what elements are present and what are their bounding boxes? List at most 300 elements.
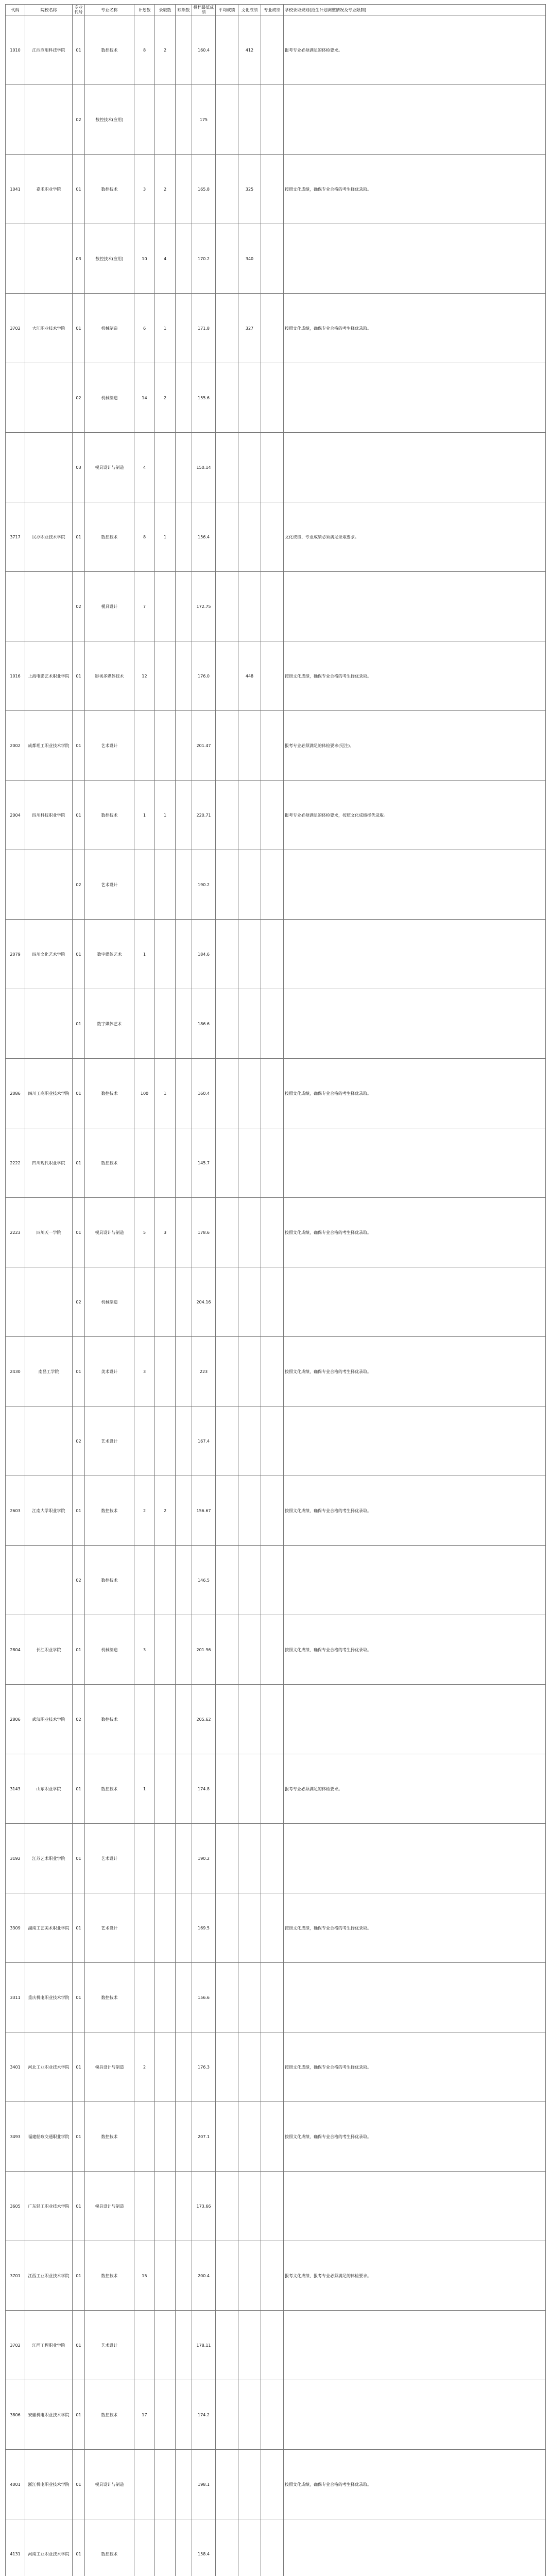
table-cell-plan: 2 bbox=[134, 2032, 155, 2102]
table-cell-culture bbox=[238, 2032, 261, 2102]
table-cell-school: 广东轻工职业技术学院 bbox=[25, 2172, 73, 2241]
table-cell-plan: 3 bbox=[134, 1337, 155, 1406]
table-cell-school: 河北工业职业技术学院 bbox=[25, 2032, 73, 2102]
table-cell-plan bbox=[134, 1267, 155, 1337]
table-cell-mcode: 01 bbox=[73, 1615, 85, 1685]
table-cell-avg bbox=[216, 850, 238, 920]
table-cell-school: 浙江机电职业技术学院 bbox=[25, 2450, 73, 2519]
table-cell-avg bbox=[216, 989, 238, 1059]
header-major-name: 专业名称 bbox=[85, 5, 134, 15]
table-cell-actual bbox=[155, 2519, 176, 2576]
table-cell-plan bbox=[134, 1546, 155, 1615]
table-cell-note bbox=[284, 1546, 546, 1615]
table-cell-code: 3311 bbox=[6, 1963, 25, 2032]
table-cell-avg bbox=[216, 711, 238, 781]
table-cell-mcode: 01 bbox=[73, 2519, 85, 2576]
table-cell-major: 模具设计与制造 bbox=[85, 2450, 134, 2519]
table-cell-major: 数控技术 bbox=[85, 1963, 134, 2032]
table-cell-mcode: 01 bbox=[73, 15, 85, 85]
table-cell-actual bbox=[155, 641, 176, 711]
table-cell-gap bbox=[176, 2519, 192, 2576]
table-row bbox=[6, 155, 546, 224]
table-cell-gap bbox=[176, 641, 192, 711]
table-cell-min: 201.96 bbox=[192, 1615, 216, 1685]
table-cell-major: 数字媒体艺术 bbox=[85, 920, 134, 989]
table-cell-school: 江西工业职业技术学院 bbox=[25, 2241, 73, 2311]
table-cell-plan bbox=[134, 989, 155, 1059]
table-cell-culture bbox=[238, 1406, 261, 1476]
table-cell-culture bbox=[238, 1267, 261, 1337]
table-cell-actual bbox=[155, 572, 176, 641]
table-cell-code bbox=[6, 989, 25, 1059]
table-cell-gap bbox=[176, 781, 192, 850]
table-cell-gap bbox=[176, 1198, 192, 1267]
table-cell-skill bbox=[261, 15, 284, 85]
table-cell-avg bbox=[216, 1337, 238, 1406]
table-cell-skill bbox=[261, 2380, 284, 2450]
table-cell-major: 美术设计 bbox=[85, 1337, 134, 1406]
table-cell-gap bbox=[176, 1615, 192, 1685]
table-cell-school bbox=[25, 85, 73, 155]
table-cell-note bbox=[284, 1267, 546, 1337]
table-cell-code: 2002 bbox=[6, 711, 25, 781]
table-cell-min: 156.6 bbox=[192, 1963, 216, 2032]
table-cell-skill bbox=[261, 85, 284, 155]
table-cell-code: 2806 bbox=[6, 1685, 25, 1754]
table-cell-code bbox=[6, 1267, 25, 1337]
table-row bbox=[6, 850, 546, 920]
table-cell-note bbox=[284, 363, 546, 433]
table-cell-avg bbox=[216, 1963, 238, 2032]
table-cell-min: 176.0 bbox=[192, 641, 216, 711]
table-cell-actual bbox=[155, 1267, 176, 1337]
header-skill: 专业成绩 bbox=[261, 5, 284, 15]
table-row bbox=[6, 2102, 546, 2172]
table-cell-actual: 1 bbox=[155, 294, 176, 363]
table-cell-note bbox=[284, 1685, 546, 1754]
table-cell-note bbox=[284, 85, 546, 155]
table-cell-mcode: 01 bbox=[73, 155, 85, 224]
table-row bbox=[6, 363, 546, 433]
table-cell-mcode: 01 bbox=[73, 781, 85, 850]
table-cell-avg bbox=[216, 1893, 238, 1963]
table-cell-min: 175 bbox=[192, 85, 216, 155]
table-cell-mcode: 01 bbox=[73, 1337, 85, 1406]
table-cell-school: 江西应用科技学院 bbox=[25, 15, 73, 85]
table-cell-culture bbox=[238, 1754, 261, 1824]
table-cell-avg bbox=[216, 1476, 238, 1546]
table-cell-skill bbox=[261, 781, 284, 850]
table-cell-school bbox=[25, 1406, 73, 1476]
table-cell-culture bbox=[238, 2311, 261, 2380]
table-cell-code: 3702 bbox=[6, 2311, 25, 2380]
table-cell-avg bbox=[216, 2102, 238, 2172]
table-cell-plan bbox=[134, 2102, 155, 2172]
table-cell-code: 2079 bbox=[6, 920, 25, 989]
table-cell-culture bbox=[238, 1128, 261, 1198]
table-cell-actual bbox=[155, 1824, 176, 1893]
table-cell-gap bbox=[176, 1963, 192, 2032]
table-cell-note: 按照文化成绩，确保专业合格的考生择优录取。 bbox=[284, 1198, 546, 1267]
table-cell-gap bbox=[176, 1754, 192, 1824]
table-cell-gap bbox=[176, 711, 192, 781]
table-cell-school: 山东职业学院 bbox=[25, 1754, 73, 1824]
table-cell-mcode: 02 bbox=[73, 1685, 85, 1754]
table-row bbox=[6, 1198, 546, 1267]
table-cell-culture bbox=[238, 1893, 261, 1963]
table-cell-culture bbox=[238, 572, 261, 641]
table-cell-mcode: 01 bbox=[73, 1963, 85, 2032]
table-cell-plan: 3 bbox=[134, 1615, 155, 1685]
table-cell-plan: 6 bbox=[134, 294, 155, 363]
table-cell-min: 174.2 bbox=[192, 2380, 216, 2450]
table-cell-gap bbox=[176, 1893, 192, 1963]
table-cell-skill bbox=[261, 1963, 284, 2032]
table-cell-plan: 17 bbox=[134, 2380, 155, 2450]
table-cell-school bbox=[25, 224, 73, 294]
table-cell-actual bbox=[155, 1546, 176, 1615]
table-cell-actual bbox=[155, 1754, 176, 1824]
table-cell-min: 146.5 bbox=[192, 1546, 216, 1615]
table-cell-major: 数控技术 bbox=[85, 502, 134, 572]
table-cell-gap bbox=[176, 433, 192, 502]
table-cell-culture bbox=[238, 433, 261, 502]
table-cell-avg bbox=[216, 2311, 238, 2380]
table-cell-gap bbox=[176, 2241, 192, 2311]
table-cell-mcode: 01 bbox=[73, 2241, 85, 2311]
table-cell-major: 机械制造 bbox=[85, 363, 134, 433]
table-cell-code bbox=[6, 1406, 25, 1476]
table-cell-school: 福建船政交通职业学院 bbox=[25, 2102, 73, 2172]
table-cell-note bbox=[284, 1406, 546, 1476]
table-cell-avg bbox=[216, 85, 238, 155]
table-cell-actual: 4 bbox=[155, 224, 176, 294]
table-cell-gap bbox=[176, 294, 192, 363]
table-cell-major: 模具设计与制造 bbox=[85, 1198, 134, 1267]
table-cell-skill bbox=[261, 1754, 284, 1824]
table-cell-min: 186.6 bbox=[192, 989, 216, 1059]
table-cell-major: 机械制造 bbox=[85, 1267, 134, 1337]
table-cell-code bbox=[6, 85, 25, 155]
table-cell-note: 按照文化成绩，确保专业合格的考生择优录取。 bbox=[284, 1476, 546, 1546]
table-cell-mcode: 02 bbox=[73, 1546, 85, 1615]
table-cell-skill bbox=[261, 2450, 284, 2519]
table-cell-code: 4131 bbox=[6, 2519, 25, 2576]
table-cell-min: 171.8 bbox=[192, 294, 216, 363]
table-cell-plan bbox=[134, 1963, 155, 2032]
table-cell-school: 四川工商职业技术学院 bbox=[25, 1059, 73, 1128]
table-cell-major: 数控技术(应用) bbox=[85, 224, 134, 294]
table-cell-major: 数控技术 bbox=[85, 2380, 134, 2450]
table-cell-school: 重庆机电职业技术学院 bbox=[25, 1963, 73, 2032]
table-cell-plan bbox=[134, 1406, 155, 1476]
table-cell-major: 数控技术 bbox=[85, 2102, 134, 2172]
table-row bbox=[6, 781, 546, 850]
table-cell-min: 172.75 bbox=[192, 572, 216, 641]
table-cell-major: 艺术设计 bbox=[85, 1824, 134, 1893]
table-cell-min: 178.6 bbox=[192, 1198, 216, 1267]
table-cell-note bbox=[284, 2519, 546, 2576]
table-cell-code: 3702 bbox=[6, 294, 25, 363]
table-cell-code: 4001 bbox=[6, 2450, 25, 2519]
table-cell-skill bbox=[261, 2311, 284, 2380]
table-row bbox=[6, 1337, 546, 1406]
header-major-code: 专业代号 bbox=[73, 5, 85, 15]
table-row bbox=[6, 2311, 546, 2380]
table-cell-major: 模具设计与制造 bbox=[85, 433, 134, 502]
table-cell-skill bbox=[261, 1824, 284, 1893]
table-cell-mcode: 01 bbox=[73, 1754, 85, 1824]
table-cell-mcode: 01 bbox=[73, 2172, 85, 2241]
table-cell-school: 湖南工艺美术职业学院 bbox=[25, 1893, 73, 1963]
table-cell-avg bbox=[216, 920, 238, 989]
table-row bbox=[6, 920, 546, 989]
table-cell-actual: 1 bbox=[155, 1059, 176, 1128]
table-cell-plan bbox=[134, 1685, 155, 1754]
table-cell-code: 2086 bbox=[6, 1059, 25, 1128]
table-cell-code: 3806 bbox=[6, 2380, 25, 2450]
table-cell-gap bbox=[176, 85, 192, 155]
table-cell-mcode: 01 bbox=[73, 2032, 85, 2102]
table-cell-code: 1016 bbox=[6, 641, 25, 711]
table-cell-avg bbox=[216, 1615, 238, 1685]
table-cell-avg bbox=[216, 781, 238, 850]
table-cell-actual bbox=[155, 2102, 176, 2172]
table-cell-skill bbox=[261, 1893, 284, 1963]
table-cell-min: 190.2 bbox=[192, 850, 216, 920]
table-row bbox=[6, 1754, 546, 1824]
table-row bbox=[6, 572, 546, 641]
table-cell-note bbox=[284, 989, 546, 1059]
table-cell-actual bbox=[155, 1685, 176, 1754]
table-cell-culture bbox=[238, 920, 261, 989]
table-cell-major: 艺术设计 bbox=[85, 850, 134, 920]
table-cell-min: 158.4 bbox=[192, 2519, 216, 2576]
table-cell-avg bbox=[216, 1198, 238, 1267]
table-cell-skill bbox=[261, 224, 284, 294]
table-cell-note bbox=[284, 433, 546, 502]
table-cell-note bbox=[284, 1963, 546, 2032]
table-cell-min: 223 bbox=[192, 1337, 216, 1406]
table-cell-min: 200.4 bbox=[192, 2241, 216, 2311]
table-cell-code bbox=[6, 224, 25, 294]
table-row bbox=[6, 1615, 546, 1685]
table-row bbox=[6, 1685, 546, 1754]
table-cell-major: 数控技术 bbox=[85, 2241, 134, 2311]
table-row bbox=[6, 2241, 546, 2311]
header-actual: 录取数 bbox=[155, 5, 176, 15]
table-cell-note: 按照文化成绩，确保专业合格的考生择优录取。 bbox=[284, 2102, 546, 2172]
table-cell-mcode: 01 bbox=[73, 1059, 85, 1128]
table-cell-major: 艺术设计 bbox=[85, 711, 134, 781]
table-cell-plan: 4 bbox=[134, 433, 155, 502]
table-cell-code: 1041 bbox=[6, 155, 25, 224]
table-cell-min: 184.6 bbox=[192, 920, 216, 989]
table-cell-actual bbox=[155, 920, 176, 989]
table-cell-gap bbox=[176, 1546, 192, 1615]
table-cell-min: 165.8 bbox=[192, 155, 216, 224]
table-cell-school: 河南工业职业技术学院 bbox=[25, 2519, 73, 2576]
table-cell-note: 按照文化成绩，确保专业合格的考生择优录取。 bbox=[284, 641, 546, 711]
header-culture: 文化成绩 bbox=[238, 5, 261, 15]
table-cell-culture bbox=[238, 2450, 261, 2519]
table-cell-school: 四川文化艺术学院 bbox=[25, 920, 73, 989]
table-cell-actual: 1 bbox=[155, 781, 176, 850]
table-cell-culture bbox=[238, 1824, 261, 1893]
table-cell-culture bbox=[238, 1059, 261, 1128]
table-cell-min: 150.14 bbox=[192, 433, 216, 502]
table-cell-note bbox=[284, 224, 546, 294]
table-cell-mcode: 01 bbox=[73, 989, 85, 1059]
table-row bbox=[6, 1267, 546, 1337]
table-cell-school bbox=[25, 363, 73, 433]
table-cell-mcode: 01 bbox=[73, 294, 85, 363]
table-cell-note: 报考专业必须满足的体检要求(见注)。 bbox=[284, 711, 546, 781]
table-cell-actual bbox=[155, 850, 176, 920]
table-cell-culture bbox=[238, 1337, 261, 1406]
table-cell-gap bbox=[176, 1337, 192, 1406]
table-cell-gap bbox=[176, 572, 192, 641]
table-cell-gap bbox=[176, 2450, 192, 2519]
table-cell-plan bbox=[134, 1893, 155, 1963]
table-cell-actual bbox=[155, 989, 176, 1059]
table-cell-note bbox=[284, 1824, 546, 1893]
table-cell-actual: 3 bbox=[155, 1198, 176, 1267]
table-cell-skill bbox=[261, 433, 284, 502]
table-cell-skill bbox=[261, 711, 284, 781]
table-cell-min: 190.2 bbox=[192, 1824, 216, 1893]
table-cell-culture bbox=[238, 502, 261, 572]
table-cell-school: 上海电影艺术职业学院 bbox=[25, 641, 73, 711]
table-cell-gap bbox=[176, 1128, 192, 1198]
table-cell-school: 长江职业学院 bbox=[25, 1615, 73, 1685]
table-cell-actual: 2 bbox=[155, 155, 176, 224]
table-row bbox=[6, 2380, 546, 2450]
table-cell-major: 机械制造 bbox=[85, 294, 134, 363]
table-row bbox=[6, 1128, 546, 1198]
table-cell-mcode: 03 bbox=[73, 224, 85, 294]
table-cell-culture bbox=[238, 85, 261, 155]
table-cell-gap bbox=[176, 363, 192, 433]
table-cell-major: 数控技术(应用) bbox=[85, 85, 134, 155]
table-row bbox=[6, 2032, 546, 2102]
table-cell-actual bbox=[155, 85, 176, 155]
table-cell-note: 按照文化成绩，确保专业合格的考生择优录取。 bbox=[284, 1893, 546, 1963]
table-cell-note: 报考专业必须满足的体检要求。 bbox=[284, 15, 546, 85]
table-cell-code: 3401 bbox=[6, 2032, 25, 2102]
table-cell-avg bbox=[216, 1267, 238, 1337]
table-cell-gap bbox=[176, 2172, 192, 2241]
table-cell-actual bbox=[155, 2311, 176, 2380]
table-cell-min: 155.6 bbox=[192, 363, 216, 433]
table-cell-major: 艺术设计 bbox=[85, 1893, 134, 1963]
table-cell-gap bbox=[176, 2032, 192, 2102]
table-cell-actual: 2 bbox=[155, 1476, 176, 1546]
table-cell-school: 江南大学职业学院 bbox=[25, 1476, 73, 1546]
table-cell-avg bbox=[216, 294, 238, 363]
table-cell-major: 数控技术 bbox=[85, 1128, 134, 1198]
table-cell-min: 160.4 bbox=[192, 15, 216, 85]
admission-table bbox=[5, 4, 546, 2576]
table-cell-min: 160.4 bbox=[192, 1059, 216, 1128]
header-note: 学校录取规则(招生计划调整情况及专业限制) bbox=[284, 5, 546, 15]
table-row bbox=[6, 224, 546, 294]
table-cell-code: 2430 bbox=[6, 1337, 25, 1406]
table-cell-major: 影视多媒体技术 bbox=[85, 641, 134, 711]
table-cell-min: 176.3 bbox=[192, 2032, 216, 2102]
table-cell-major: 艺术设计 bbox=[85, 1406, 134, 1476]
table-cell-skill bbox=[261, 502, 284, 572]
table-cell-code: 2603 bbox=[6, 1476, 25, 1546]
table-row bbox=[6, 1406, 546, 1476]
table-row bbox=[6, 1546, 546, 1615]
table-cell-min: 204.16 bbox=[192, 1267, 216, 1337]
table-cell-mcode: 02 bbox=[73, 85, 85, 155]
table-cell-skill bbox=[261, 2102, 284, 2172]
table-cell-major: 数控技术 bbox=[85, 1059, 134, 1128]
table-cell-culture: 412 bbox=[238, 15, 261, 85]
table-cell-actual: 1 bbox=[155, 502, 176, 572]
table-cell-actual bbox=[155, 1128, 176, 1198]
table-cell-mcode: 01 bbox=[73, 1476, 85, 1546]
table-cell-avg bbox=[216, 1406, 238, 1476]
table-cell-major: 数控技术 bbox=[85, 15, 134, 85]
table-cell-culture bbox=[238, 363, 261, 433]
table-cell-actual bbox=[155, 2380, 176, 2450]
table-cell-min: 201.47 bbox=[192, 711, 216, 781]
table-cell-mcode: 01 bbox=[73, 1198, 85, 1267]
table-cell-min: 207.1 bbox=[192, 2102, 216, 2172]
table-cell-culture bbox=[238, 2380, 261, 2450]
table-row bbox=[6, 1893, 546, 1963]
table-cell-skill bbox=[261, 155, 284, 224]
table-cell-culture bbox=[238, 2172, 261, 2241]
table-cell-school bbox=[25, 989, 73, 1059]
table-cell-gap bbox=[176, 1476, 192, 1546]
table-cell-gap bbox=[176, 1059, 192, 1128]
table-cell-code: 2004 bbox=[6, 781, 25, 850]
table-cell-gap bbox=[176, 155, 192, 224]
table-cell-plan: 8 bbox=[134, 502, 155, 572]
table-cell-mcode: 01 bbox=[73, 2380, 85, 2450]
table-cell-gap bbox=[176, 920, 192, 989]
table-cell-skill bbox=[261, 1546, 284, 1615]
table-cell-code bbox=[6, 363, 25, 433]
table-row bbox=[6, 711, 546, 781]
table-cell-actual bbox=[155, 1963, 176, 2032]
table-cell-note: 文化成绩、专业成绩必须满足录取要求。 bbox=[284, 502, 546, 572]
table-cell-skill bbox=[261, 1198, 284, 1267]
table-cell-actual bbox=[155, 433, 176, 502]
table-cell-plan: 1 bbox=[134, 920, 155, 989]
table-cell-school bbox=[25, 572, 73, 641]
table-cell-culture bbox=[238, 1198, 261, 1267]
table-cell-skill bbox=[261, 2032, 284, 2102]
table-cell-culture: 325 bbox=[238, 155, 261, 224]
table-cell-mcode: 02 bbox=[73, 572, 85, 641]
table-cell-skill bbox=[261, 1476, 284, 1546]
table-cell-actual bbox=[155, 1893, 176, 1963]
table-cell-skill bbox=[261, 1267, 284, 1337]
table-cell-culture bbox=[238, 1546, 261, 1615]
table-cell-skill bbox=[261, 2519, 284, 2576]
table-cell-note: 按照文化成绩，确保专业合格的考生择优录取。 bbox=[284, 155, 546, 224]
table-cell-note: 按照文化成绩，确保专业合格的考生择优录取。 bbox=[284, 294, 546, 363]
table-row bbox=[6, 2172, 546, 2241]
table-cell-mcode: 03 bbox=[73, 433, 85, 502]
table-cell-plan: 100 bbox=[134, 1059, 155, 1128]
table-cell-min: 173.66 bbox=[192, 2172, 216, 2241]
